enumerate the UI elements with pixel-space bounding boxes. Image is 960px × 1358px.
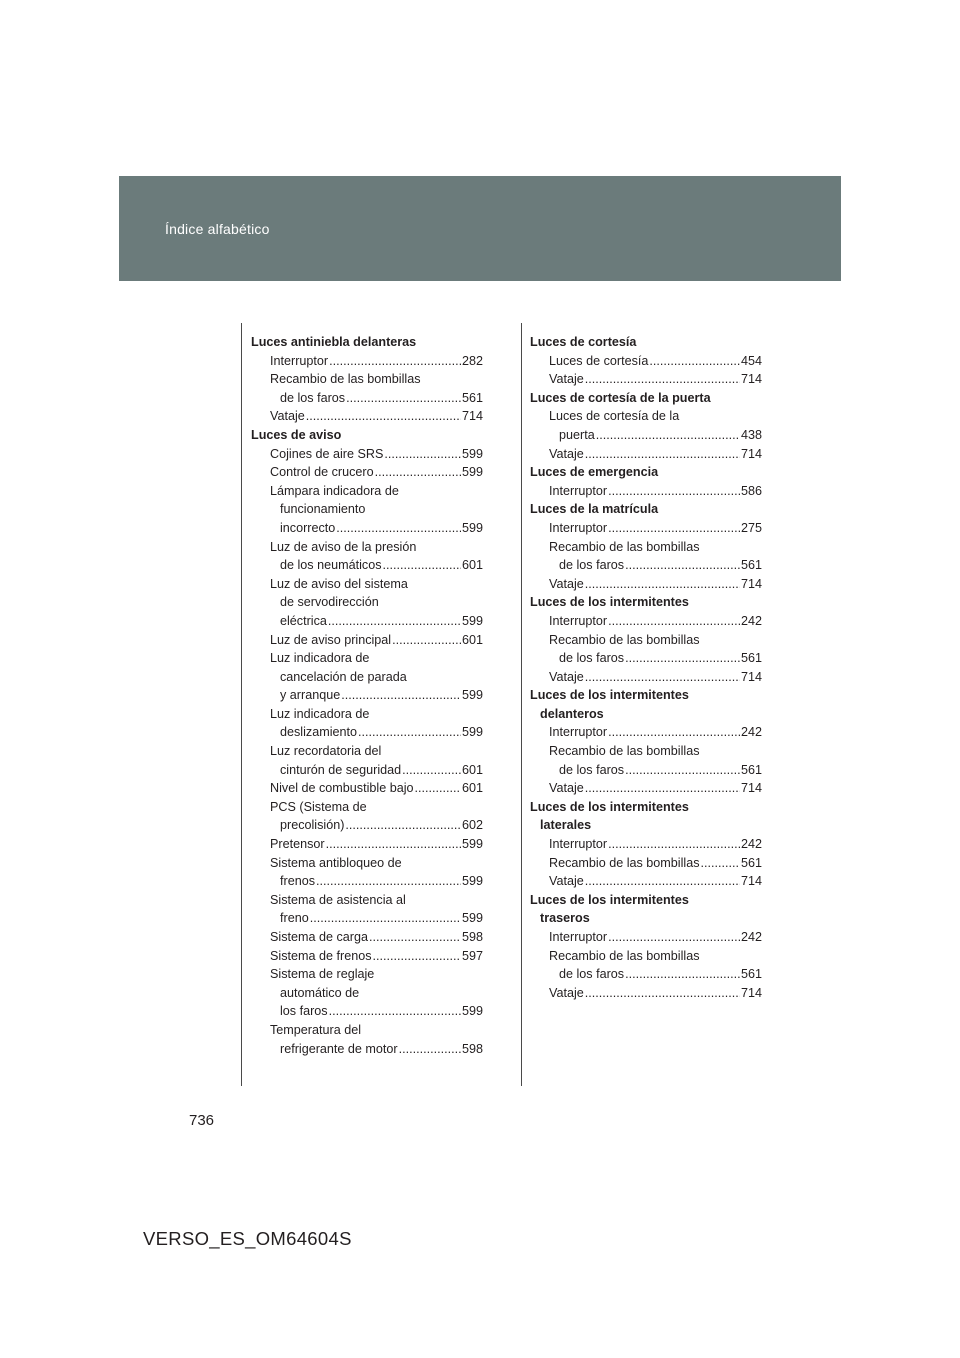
entry-label: Vataje [549,446,584,461]
entry-label: de los neumáticos [280,558,382,573]
dot-leader [383,556,461,575]
entry-label: Vataje [549,372,584,387]
entry-page-number: 714 [740,446,762,461]
entry-label: Interruptor [549,725,608,740]
index-entry [530,445,762,464]
index-entry: automático de [280,985,360,1000]
entry-label: deslizamiento [280,725,358,740]
entry-label: de los faros [559,762,625,777]
entry-page-number: 714 [740,372,762,387]
dot-leader [585,445,740,464]
index-column-right [530,333,762,1002]
index-heading: Luces de la matrícula [530,502,659,517]
entry-label: Vataje [549,781,584,796]
entry-label: de los faros [280,390,346,405]
entry-page-number: 561 [461,390,483,405]
index-entry [530,984,762,1003]
index-entry: Luz indicadora de [270,651,370,666]
entry-page-number: 242 [740,930,762,944]
index-entry: Luz de aviso del sistema [270,576,408,591]
index-heading: Luces de los intermitentes [530,892,689,907]
entry-label: Vataje [549,669,584,684]
index-entry [530,928,762,947]
dot-leader [310,909,461,928]
index-entry [530,482,762,501]
entry-page-number: 599 [461,874,483,889]
entry-label: refrigerante de motor [280,1041,398,1056]
dot-leader [608,482,740,501]
header-band [119,176,841,281]
index-entry: funcionamiento [280,502,366,517]
index-entry: de servodirección [280,595,379,610]
dot-leader [608,928,740,947]
index-entry: Luz de aviso de la presión [270,539,417,554]
dot-leader [608,612,740,631]
dot-leader [625,649,740,668]
index-heading: Luces de emergencia [530,465,659,480]
dot-leader [369,928,461,947]
index-heading: Luces de los intermitentes [530,595,689,610]
entry-label: puerta [559,427,595,442]
entry-label: Cojines de aire SRS [270,446,384,461]
dot-leader [346,389,461,408]
dot-leader [329,1002,461,1021]
entry-label: Control de crucero [270,465,374,480]
page-number: 736 [189,1112,215,1129]
index-entry [530,835,762,854]
index-entry [251,519,483,538]
index-entry [530,723,762,742]
index-entry [530,649,762,668]
entry-label: freno [280,911,309,926]
dot-leader [608,723,740,742]
index-entry [251,352,483,371]
index-entry [251,389,483,408]
entry-page-number: 599 [461,725,483,740]
index-entry: Luces de cortesía de la [549,409,680,424]
entry-page-number: 601 [461,781,483,796]
index-entry [530,872,762,891]
entry-label: Interruptor [549,930,608,944]
index-entry [530,370,762,389]
entry-page-number: 714 [740,781,762,796]
entry-page-number: 599 [461,837,483,852]
index-entry [530,612,762,631]
entry-page-number: 714 [740,985,762,1000]
index-entry [530,668,762,687]
index-entry [530,575,762,594]
entry-page-number: 561 [740,762,762,777]
index-entry: Recambio de las bombillas [549,632,700,647]
index-entry: Recambio de las bombillas [549,948,700,963]
index-heading: Luces de los intermitentes [530,799,689,814]
dot-leader [585,575,740,594]
index-entry [530,779,762,798]
index-column-left [251,333,483,1058]
index-entry [251,407,483,426]
entry-page-number: 599 [461,520,483,535]
dot-leader [608,835,740,854]
entry-page-number: 601 [461,558,483,573]
dot-leader [329,352,461,371]
index-heading: traseros [540,911,590,926]
entry-page-number: 599 [461,688,483,703]
entry-page-number: 598 [461,1041,483,1056]
dot-leader [625,556,740,575]
index-entry [251,463,483,482]
entry-page-number: 242 [740,613,762,628]
dot-leader [585,668,740,687]
index-entry: Recambio de las bombillas [549,539,700,554]
entry-label: y arranque [280,688,341,703]
entry-label: Vataje [270,409,305,424]
index-entry [251,761,483,780]
index-entry [251,928,483,947]
dot-leader [326,835,461,854]
index-entry [251,1040,483,1059]
index-entry [251,1002,483,1021]
index-entry [530,519,762,538]
entry-label: Luces de cortesía [549,353,649,368]
entry-label: incorrecto [280,520,336,535]
dot-leader [392,631,461,650]
dot-leader [358,723,461,742]
entry-page-number: 599 [461,446,483,461]
index-entry [530,854,762,873]
index-entry [251,779,483,798]
dot-leader [341,686,461,705]
index-entry: Sistema de asistencia al [270,892,406,907]
index-entry: PCS (Sistema de [270,799,367,814]
index-entry: Temperatura del [270,1022,362,1037]
column-divider-left [241,323,242,1086]
entry-page-number: 714 [461,409,483,424]
entry-label: frenos [280,874,316,889]
index-entry: Luz recordatoria del [270,744,382,759]
dot-leader [649,352,740,371]
entry-page-number: 275 [740,520,762,535]
entry-page-number: 598 [461,930,483,944]
index-entry [251,872,483,891]
index-entry [530,761,762,780]
entry-label: Sistema de frenos [270,948,372,963]
entry-label: Vataje [549,576,584,591]
entry-label: cinturón de seguridad [280,762,402,777]
entry-label: Interruptor [549,520,608,535]
index-entry: Recambio de las bombillas [549,744,700,759]
entry-label: Interruptor [549,837,608,852]
entry-page-number: 282 [461,353,483,368]
index-entry [530,352,762,371]
dot-leader [415,779,461,798]
entry-page-number: 561 [740,558,762,573]
dot-leader [306,407,461,426]
dot-leader [701,854,740,873]
dot-leader [384,445,461,464]
entry-label: de los faros [559,558,625,573]
entry-page-number: 599 [461,613,483,628]
entry-label: Pretensor [270,837,325,852]
entry-label: Interruptor [549,483,608,498]
section-title: Índice alfabético [165,221,270,237]
entry-page-number: 601 [461,762,483,777]
dot-leader [375,463,461,482]
entry-label: precolisión) [280,818,345,833]
index-heading: Luces de cortesía de la puerta [530,390,711,405]
entry-label: Nivel de combustible bajo [270,781,414,796]
entry-page-number: 601 [461,632,483,647]
dot-leader [585,370,740,389]
index-entry [251,556,483,575]
dot-leader [625,965,740,984]
entry-page-number: 599 [461,911,483,926]
dot-leader [328,612,461,631]
index-entry [530,556,762,575]
dot-leader [373,947,461,966]
entry-page-number: 561 [740,967,762,982]
dot-leader [585,872,740,891]
entry-page-number: 438 [740,427,762,442]
dot-leader [402,761,461,780]
index-entry [251,835,483,854]
index-entry [251,816,483,835]
index-entry [251,909,483,928]
index-heading: Luces de cortesía [530,335,637,349]
dot-leader [336,519,461,538]
document-code: VERSO_ES_OM64604S [143,1228,352,1249]
entry-page-number: 242 [740,725,762,740]
entry-label: Recambio de las bombillas [549,855,700,870]
index-heading: Luces de los intermitentes [530,688,689,703]
index-entry [251,723,483,742]
index-entry [251,631,483,650]
dot-leader [345,816,461,835]
index-entry [251,947,483,966]
index-entry [251,445,483,464]
entry-label: Vataje [549,874,584,889]
entry-page-number: 714 [740,874,762,889]
dot-leader [625,761,740,780]
entry-label: Luz de aviso principal [270,632,392,647]
dot-leader [316,872,461,891]
entry-page-number: 597 [461,948,483,963]
entry-page-number: 602 [461,818,483,833]
dot-leader [585,984,740,1003]
index-entry [530,965,762,984]
index-heading: Luces de aviso [251,427,342,442]
index-entry [251,686,483,705]
entry-label: de los faros [559,651,625,666]
entry-page-number: 714 [740,576,762,591]
index-heading: Luces antiniebla delanteras [251,335,417,349]
entry-page-number: 242 [740,837,762,852]
index-heading: laterales [540,818,592,833]
entry-label: Interruptor [549,613,608,628]
entry-page-number: 599 [461,465,483,480]
entry-label: eléctrica [280,613,327,628]
index-entry: cancelación de parada [280,669,407,684]
entry-label: Vataje [549,985,584,1000]
index-entry [530,426,762,445]
entry-page-number: 599 [461,1004,483,1019]
entry-page-number: 561 [740,651,762,666]
index-entry: Luz indicadora de [270,706,370,721]
entry-page-number: 586 [740,483,762,498]
entry-page-number: 714 [740,669,762,684]
column-divider-right [521,323,522,1086]
entry-page-number: 454 [740,353,762,368]
index-entry: Sistema antibloqueo de [270,855,402,870]
index-entry: Sistema de reglaje [270,967,375,982]
dot-leader [585,779,740,798]
entry-label: Interruptor [270,353,329,368]
dot-leader [399,1040,461,1059]
index-entry: Lámpara indicadora de [270,483,399,498]
entry-page-number: 561 [740,855,762,870]
index-heading: delanteros [540,706,604,721]
index-entry: Recambio de las bombillas [270,372,421,387]
entry-label: Sistema de carga [270,930,369,944]
entry-label: los faros [280,1004,328,1019]
dot-leader [596,426,740,445]
dot-leader [608,519,740,538]
index-entry [251,612,483,631]
entry-label: de los faros [559,967,625,982]
